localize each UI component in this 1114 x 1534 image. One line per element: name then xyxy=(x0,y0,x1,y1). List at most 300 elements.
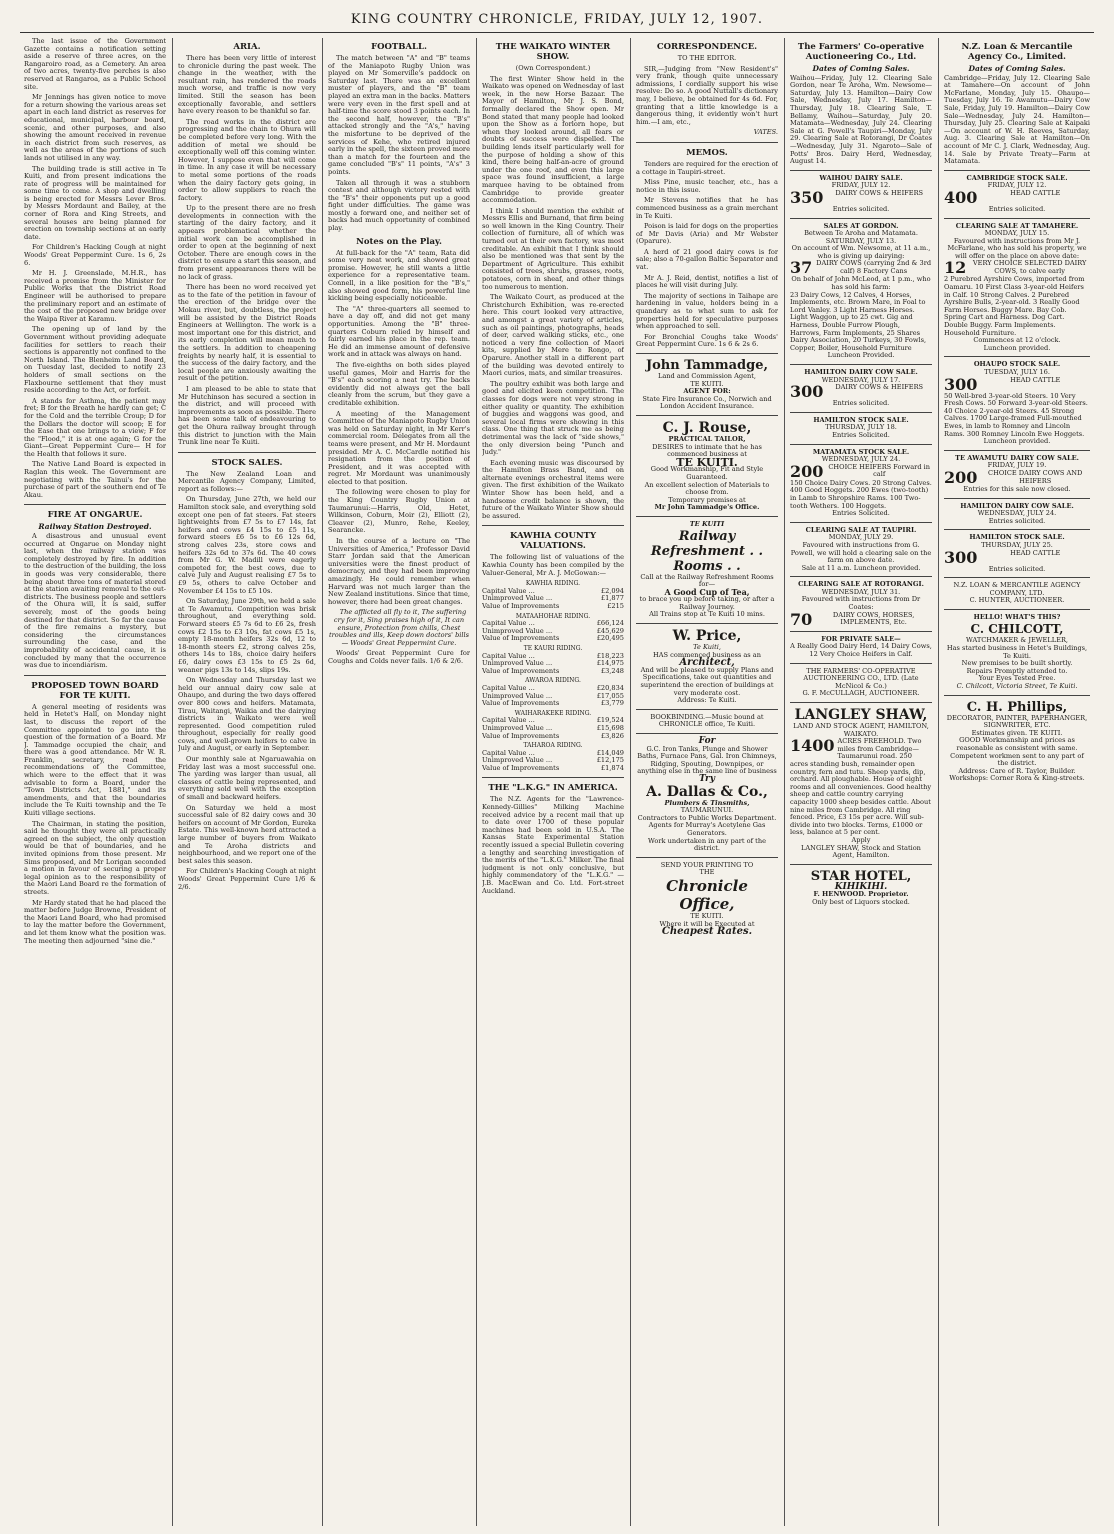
news-paragraph: A disastrous and unusual event occurred at Ongarue on Monday night last, when the railway station was completely destroyed by fire. In addition to the destruction of the building, the loss in goods was very considerable, there being about three tons of material stored at the station awaiting removal to the out-districts. The business people and settlers of the Ohura will, it is said, suffer severely, most of the goods being destined for that district. So far the cause of the fire remains a mystery, but considering the circumstances surrounding the case, and the improbability of accidental cause, it is concluded by many that the occurrence was due to incendiarism. xyxy=(24,532,166,670)
sale-text: Favoured with instructions from G. Powell, we will hold a clearing sale on the farm on above date. xyxy=(790,540,932,565)
news-paragraph: At full-back for the "A" team, Rata did some very neat work, and showed great promise. However, he still wants a little experience for a representative team. Connell, in a like position for the "B's," also showed good form, his powerful line kicking being especially noticeable. xyxy=(328,248,470,303)
valuation-label: Unimproved Value ... xyxy=(482,723,553,732)
ad-line: Workshops: Corner Rora & King-streets. xyxy=(949,774,1085,783)
sale-notice xyxy=(790,631,932,659)
ad-line: Repairs Promptly attended to. xyxy=(966,666,1068,675)
sale-date: WEDNESDAY, JULY 31. xyxy=(821,587,901,596)
sale-notice xyxy=(790,444,932,518)
ad-line: And will be pleased to supply Plans and Specifications, take out quantities and superintend the erection of buildings at very moderate cost. xyxy=(640,665,774,697)
column-divider xyxy=(172,38,173,1526)
ad-line: WATCHMAKER & JEWELLER, xyxy=(966,636,1068,645)
section-rule xyxy=(178,452,316,453)
sale-date: WEDNESDAY, JULY 17. xyxy=(821,375,901,384)
ad-headline: The Farmers' Co-operative Auctioneering Co., Ltd. xyxy=(797,42,925,62)
sale-list: 50 Well-bred 3-year-old Steers. 10 Very Fresh Cows. 50 Forward 3-year-old Steers. 40 Choice 2-year-old Steers. 45 Strong Calves. 1700 Large-framed Full-mouthed Ewes, in lamb to Romney and Lincoln Rams. 300 Romney Lincoln Ewe Hoggets. xyxy=(944,391,1088,438)
article-subheadline: Railway Station Destroyed. xyxy=(38,522,152,532)
ad-line: G.C. Iron Tanks, Plunge and Shower Baths, Furnace Pans, Gal. Iron Chimneys, Ridging, Spouting, Downpipes, or anything else in the same line of business xyxy=(637,744,777,776)
section-rule xyxy=(636,142,778,143)
sale-notice xyxy=(790,412,932,440)
sale-notice xyxy=(790,170,932,214)
column-divider xyxy=(938,38,939,1526)
sale-item: HEAD CATTLE xyxy=(1010,188,1061,197)
sale-title: TE AWAMUTU DAIRY COW SALE. xyxy=(955,453,1079,462)
sale-solicit: Entries for this sale now closed. xyxy=(963,484,1071,493)
valuation-amount: £14,975 xyxy=(596,659,624,668)
sale-time: Sale at 11 a.m. Luncheon provided. xyxy=(801,563,921,572)
section-rule xyxy=(24,504,166,505)
company-name: THE FARMERS' CO-OPERATIVE AUCTIONEERING CO., LTD. (Late McNicol & Co.) xyxy=(803,666,919,690)
ad-line: All Trains stop at Te Kuiti 10 mins. xyxy=(649,610,765,619)
valuation-label: Unimproved Value ... xyxy=(482,659,553,668)
news-paragraph: The Native Land Board is expected in Raglan this week. The Government are negotiating with the Tainui's for the purchase of part of the southern end of Te Akau. xyxy=(24,460,166,499)
sale-dates-list: Waihou—Friday, July 12. Clearing Sale Gordon, near Te Aroha, Wm. Newsome—Saturday, July 13. Hamilton—Dairy Cow Sale, Wednesday, July 17. Hamilton—Thursday, July 18. Clearing Sale, T. Bellamy, Waihou—Saturday, July 20. Matamata—Wednesday, July 24. Clearing Sale at G. Powell's Taupiri—Monday, July 29. Clearing Sale at Rotorangi, Dr Coates—Wednesday, July 31. Ngaroto—Sale of Potts' Bros. Dairy Herd, Wednesday, August 14. xyxy=(790,73,932,166)
ad-line: Contractors to Public Works Department. xyxy=(637,813,777,822)
sale-text: A Really Good Dairy Herd, 14 Dairy Cows, 12 Very Choice Heifers in Calf. xyxy=(790,642,932,659)
news-paragraph: The N.Z. Agents for the "Lawrence-Kennedy-Gillies" Milking Machine received advice by a recent mail that up to date over 1700 of these popular machines had been sold in U.S.A. The Kansas State Experimental Station recently issued a special Bulletin covering a lengthy and searching investigation of the merits of the "L.K.G." Milker. The final judgment is not only conclusive, but highly commendatory of the "L.K.G." — J.B. MacEwan and Co. Ltd. Fort-street Auckland. xyxy=(482,795,624,895)
sale-solicit: Entries Solicited. xyxy=(832,430,890,439)
sale-notice xyxy=(944,450,1090,494)
riding-block xyxy=(482,742,624,772)
sale-list: 2 Purebred Ayrshire Cows, imported from Oamaru. 10 First Class 3-year-old Heifers in Calf. 10 Strong Calves. 2 Purebred Ayrshire Bulls, 2-year-old. 3 Really Good Farm Horses. Buggy Mare. Bay Cob. Spring Cart and Harness. Dog Cart. Double Buggy. Farm Implements. Household Furniture. xyxy=(944,275,1085,337)
ad-name: STAR HOTEL, xyxy=(810,868,912,884)
sale-quantity: 400 xyxy=(944,187,978,207)
advertisement-langley-shaw xyxy=(790,702,932,860)
article-headline: THE "L.K.G." IN AMERICA. xyxy=(488,783,618,794)
ad-line: Work undertaken in any part of the district. xyxy=(648,836,766,853)
ad-line: State Fire Insurance Co., Norwich and London Accident Insurance. xyxy=(642,394,772,411)
article-headline: ARIA. xyxy=(233,42,261,52)
valuation-amount: £3,248 xyxy=(600,666,624,675)
advertisement-phillips xyxy=(944,695,1090,783)
ad-line: Your Eyes Tested Free. xyxy=(978,674,1056,683)
news-paragraph: Each evening music was discoursed by the Hamilton Brass Band, and on alternate evenings orchestral items were given. The first exhibition of the Waikato Winter Show has been held, and a handsome credit balance is shown, the future of the Waikato Winter Show should be assured. xyxy=(482,458,624,520)
sale-title: CLEARING SALE AT TAMAHERE. xyxy=(955,221,1079,230)
ad-town: TE KUITI. xyxy=(690,911,724,920)
ad-line: DECORATOR, PAINTER, PAPERHANGER, SIGNWRITER, ETC. xyxy=(946,713,1088,730)
news-paragraph: The opening up of land by the Government without providing adequate facilities for settlers to reach their sections is apparently not confined to the North Island. The Blenheim Land Board, on Tuesday last, decided to notify 23 holders of small sections on the Flaxbourne settlement that they must reside according to the Act, or forfeit. xyxy=(24,325,166,395)
sale-item: VERY CHOICE SELECTED DAIRY COWS, to calve early xyxy=(972,259,1087,276)
valuation-label: Capital Value ... xyxy=(482,683,535,692)
sale-quantity: 200 xyxy=(944,467,978,487)
valuation-row xyxy=(482,603,624,611)
sale-date: MONDAY, JULY 29. xyxy=(828,533,894,542)
valuation-label: Value of Improvements xyxy=(482,634,560,643)
riding-name: TAHAROA RIDING. xyxy=(523,742,583,750)
news-paragraph: The five-eighths on both sides played useful games, Moir and Harris for the "B's" each scoring a neat try. The backs evidently did not always get the ball cleanly from the scrum, but they gave a creditable exhibition. xyxy=(328,360,470,407)
ad-line: SEND YOUR PRINTING TO xyxy=(660,860,754,869)
riding-name: WAIHARAKEKE RIDING. xyxy=(514,709,592,717)
ad-line: Good Workmanship, Fit and Style Guaranteed. xyxy=(650,465,764,481)
sale-solicit: Entries solicited. xyxy=(988,564,1046,573)
column-3 xyxy=(328,38,470,1526)
valuation-amount: £15,698 xyxy=(596,723,624,732)
advertisement-dallas xyxy=(636,733,778,853)
ad-line: Address: Care of R. Taylor, Builder. xyxy=(958,766,1076,775)
poem: The afflicted all fly to it, The suffering cry for it, Sing praises high of it, It can ensure, Protection from chills, Chest troubles and ills, Keep down doctors' bills— Woods' Great Peppermint Cure. xyxy=(328,608,470,647)
sale-quantity: 300 xyxy=(790,382,824,402)
sale-title: WAIHOU DAIRY SALE. xyxy=(819,173,903,182)
advertisement-chilcott xyxy=(944,609,1090,691)
sale-quantity: 300 xyxy=(944,374,978,394)
sale-item: DAIRY COWS & HEIFERS xyxy=(835,188,924,197)
news-paragraph: The Waikato Court, as produced at the Christchurch Exhibition, was re-erected here. This court looked very attractive, and amongst a great variety of articles, such as oil paintings, photographs, heads of deer, carved walking sticks, etc., one noticed a very fine collection of Maori kits, supplied by Mere te Rongo, of Oparure. Another stall in a different part of the building was devoted entirely to Maori curios, mats, and similar treasures. xyxy=(482,293,624,378)
column-7 xyxy=(944,38,1090,1526)
riding-block xyxy=(482,613,624,643)
sale-solicit: Entries solicited. xyxy=(832,204,890,213)
sale-date: MONDAY, JULY 15. xyxy=(984,229,1050,238)
news-paragraph: A meeting of the Management Committee of the Maniapoto Rugby Union was held on Saturday night, in Mr Kerr's commercial room. Delegates from all the teams were present, and Mr H. Mordaunt presided. Mr A. C. McCardle notified his resignation from the position of President, and it was accepted with regret. Mr Mordaunt was unanimously elected to that position. xyxy=(328,409,470,486)
ad-line: THE xyxy=(699,868,715,877)
news-paragraph: Mr A. J. Reid, dentist, notifies a list of places he will visit during July. xyxy=(636,273,778,290)
riding-name: AWAROA RIDING. xyxy=(525,677,581,685)
valuation-label: Unimproved Value ... xyxy=(482,756,553,765)
valuation-row xyxy=(482,733,624,741)
valuation-table xyxy=(482,580,624,772)
article-subheadline: Notes on the Play. xyxy=(356,236,442,247)
valuation-label: Value of Improvements xyxy=(482,731,560,740)
ad-headline: N.Z. Loan & Mercantile Agency Co., Limited. xyxy=(961,42,1073,62)
advertisement-tammadge xyxy=(636,353,778,411)
valuation-label: Value of Improvements xyxy=(482,666,560,675)
news-paragraph: The following were chosen to play for the King Country Rugby Union at Taumarunui:—Harris, Old, Hetet, Wilkinson, Coburn, Moir (2), Elliott (2), Cleaver (2), Munro, Rehe, Keeley, Searancke. xyxy=(328,488,470,535)
sale-date: SATURDAY, JULY 13. xyxy=(825,236,897,245)
riding-block xyxy=(482,677,624,707)
riding-block xyxy=(482,580,624,610)
riding-name: TE KAURI RIDING. xyxy=(523,644,583,652)
section-rule xyxy=(24,675,166,676)
sale-quantity: 350 xyxy=(790,187,824,207)
column-6 xyxy=(790,38,932,1526)
ad-line: Architect, xyxy=(679,657,735,669)
advertisement-chronicle-office xyxy=(636,857,778,936)
sale-text: Favoured with instructions from Mr J. McFarlane, who has sold his property, we will offer on the place on above date: xyxy=(947,236,1087,260)
company-footer xyxy=(944,577,1090,605)
valuation-row xyxy=(482,700,624,708)
ad-line: BOOKBINDING.—Music bound at CHRONICLE office, Te Kuiti. xyxy=(650,712,764,729)
sale-item: DAIRY COWS (carrying 2nd & 3rd calf) 8 Factory Cans xyxy=(816,259,932,276)
news-paragraph: There has been very little of interest to chronicle during the past week. The change in the weather, with the resultant rain, has rendered the roads much worse, and traffic is now very limited. Still the season has been exceptionally favorable, and settlers have every reason to be thankful so far. xyxy=(178,54,316,116)
sale-text: On account of Wm. Newsome, at 11 a.m., who is giving up dairying: xyxy=(791,244,931,260)
advertisement-price xyxy=(636,623,778,705)
valuation-amount: £215 xyxy=(607,602,624,610)
sale-title: HAMILTON STOCK SALE. xyxy=(969,533,1065,542)
sale-quantity: 70 xyxy=(790,609,813,629)
valuation-amount: £12,175 xyxy=(596,756,624,765)
ad-text: ACRES FREEHOLD. Two miles from Cambridge—Taumarunui road. 250 acres standing bush, remainder open country, fern and tutu. Sheep yards, dip, orchard. All ploughable. House of eight rooms and all conveniences. Good healthy sheep and cattle country carrying capacity 1000 sheep besides cattle. About nine miles from Cambridge. All ring fenced. Price, £3 15s per acre. Will sub-divide into two blocks. Terms, £1000 or less, balance at 5 per cent. xyxy=(790,737,932,837)
valuation-label: Capital Value ... xyxy=(482,748,535,757)
column-2 xyxy=(178,38,316,1526)
news-paragraph: Miss Pine, music teacher, etc., has a notice in this issue. xyxy=(636,178,778,194)
article-subheadline: TO THE EDITOR. xyxy=(677,54,737,62)
ad-name: Chronicle Office, xyxy=(666,876,748,913)
ad-line: Call at the Railway Refreshment Rooms for— xyxy=(640,572,774,589)
news-paragraph: Woods' Great Peppermint Cure for Coughs and Colds never fails. 1/6 & 2/6. xyxy=(328,649,470,665)
ad-line: Estimates given. TE KUITI. xyxy=(971,728,1063,737)
sale-date: FRIDAY, JULY 12. xyxy=(987,181,1047,190)
news-paragraph: The "A" three-quarters all seemed to have a day off, and did not get many opportunities. Among the "B" three-quarters Coburn relied by himself and fairly earned his place in the rep. team. He did an immense amount of defensive work and in attack was always on hand. xyxy=(328,304,470,359)
article-headline: STOCK SALES. xyxy=(211,457,283,468)
ad-town: TAUMARUNUI. xyxy=(680,806,734,815)
ad-name: W. Price, xyxy=(672,628,742,645)
news-paragraph: For Children's Hacking Cough at night Woods' Great Peppermint Cure 1/6 & 2/6. xyxy=(178,867,316,891)
ad-name: C. J. Rouse, xyxy=(662,419,752,436)
riding-block xyxy=(482,710,624,740)
sale-text: Favoured with instructions from Dr Coates: xyxy=(801,595,921,612)
news-paragraph: A stands for Asthma, the patient may fret; B for the Breath he hardly can get; C for the Cold and the terrible Croup; D for the Dollars the doctor will scoop; E for the Ease that one brings to a view; F for the "Flood," it is at one again; G for the Giant—Great Peppermint Cure— H for the Health that follows it sure. xyxy=(24,396,166,458)
sale-list: 150 Choice Dairy Cows. 20 Strong Calves. 400 Good Hoggets. 200 Ewes (two-tooth) in Lamb to Shropshire Rams. 100 Two-tooth Wethers. 100 Hoggets. xyxy=(790,478,932,510)
valuation-row xyxy=(482,765,624,773)
ad-town: TE KUITI. xyxy=(690,379,724,388)
news-paragraph: Mr H. J. Greenslade, M.H.R., has received a promise from the Minister for Public Works that the District Road Engineer will be authorised to prepare the preliminary report and an estimate of the cost of the proposed new bridge over the Waipa River at Karamu. xyxy=(24,269,166,323)
ad-line: A Good Cup of Tea, xyxy=(664,586,750,597)
sale-lunch: Luncheon provided. xyxy=(983,343,1051,352)
ad-name: LANGLEY SHAW, xyxy=(794,707,928,723)
ad-name: A. Dallas & Co., xyxy=(646,783,768,800)
valuation-label: Capital Value ... xyxy=(482,586,535,595)
ad-line: Has started business in Hetet's Buildings, Te Kuiti. xyxy=(946,644,1088,660)
advertisement-refreshment-rooms xyxy=(636,516,778,619)
ad-line: PRACTICAL TAILOR, xyxy=(668,434,746,443)
sale-title: MATAMATA STOCK SALE. xyxy=(812,447,910,456)
column-1 xyxy=(24,38,166,1526)
sale-notice xyxy=(790,218,932,361)
auctioneer-name: G. F. McCULLAGH, AUCTIONEER. xyxy=(802,689,920,698)
news-paragraph: The majority of sections in Taihape are hardening in value, holders being in a quandary as to what sum to ask for properties held for speculative purposes when approached to sell. xyxy=(636,291,778,331)
sale-quantity: 37 xyxy=(790,258,813,278)
ad-line: LAND AND STOCK AGENT, HAMILTON, WAIKATO. xyxy=(793,722,929,738)
masthead-rule xyxy=(20,32,1094,33)
article-headline: KAWHIA COUNTY VALUATIONS. xyxy=(509,531,597,552)
ad-town: TE KUITI xyxy=(689,519,725,528)
column-divider xyxy=(322,38,323,1526)
sale-date: FRIDAY, JULY 19. xyxy=(987,461,1047,470)
news-paragraph: Mr Hardy stated that he had placed the matter before Judge Browne, President of the Maori Land Board, who had promised to lay the matter before the Government, and let them know what the position was. The meeting then adjourned "sine die." xyxy=(24,898,166,945)
sale-quantity: 300 xyxy=(944,547,978,567)
column-5 xyxy=(636,38,778,1526)
ad-line: Plumbers & Tinsmiths, xyxy=(664,798,750,807)
sale-subtitle: Between Te Aroha and Matamata. xyxy=(804,229,918,238)
riding-name: MATAAHOHAE RIDING. xyxy=(515,612,591,620)
ad-line: F. HENWOOD. Proprietor. xyxy=(813,890,909,899)
article-headline: PROPOSED TOWN BOARD FOR TE KUITI. xyxy=(31,680,159,701)
news-paragraph: On Saturday we held a most successful sale of 82 dairy cows and 30 heifers on account of Mr Gordon, Eureka Estate. This well-known herd attracted a large number of buyers from Waikato and Te Aroha districts and neighbourhood, and we report one of the best sales this season. xyxy=(178,803,316,865)
sale-dates-list: Cambridge—Friday, July 12. Clearing Sale at Tamahere—On account of John McFarlane, Monday, July 15. Ohaupo—Tuesday, July 16. Te Awamutu—Dairy Cow Sale, Friday, July 19. Hamilton—Dairy Cow Sale—Wednesday, July 24. Hamilton—Thursday, July 25. Clearing Sale at Kaipaki—On account of W. H. Reeves, Saturday, Aug. 3. Clearing Sale at Hamilton—On account of Mr C. J. Clark, Wednesday, Aug. 14. Sale by Private Treaty—Farm at Matamata. xyxy=(944,73,1090,166)
sale-title: CLEARING SALE AT ROTORANGI. xyxy=(798,580,924,589)
section-rule xyxy=(482,777,624,778)
news-paragraph: Our monthly sale at Ngaruawahia on Friday last was a most successful one. The yarding was larger than usual, all classes of cattle being represented, and everything sold well with the exception of small and backward heifers. xyxy=(178,755,316,802)
advertisement-star-hotel xyxy=(790,864,932,907)
company-name: N.Z. LOAN & MERCANTILE AGENCY COMPANY, LTD. xyxy=(953,581,1081,597)
valuation-amount: £1,877 xyxy=(600,594,624,603)
valuation-label: Capital Value ... xyxy=(482,619,535,628)
news-paragraph: The Chairman, in stating the position, said he thought they were all practically agreed on the subject, the only question would be that of boundaries, and he invited opinions from those present. Mr Sims proposed, and Mr Lorigan seconded a motion in favour of securing a proper legal opinion as to the responsibility of the Maori Land Board re the formation of streets. xyxy=(24,819,166,896)
column-divider xyxy=(784,38,785,1526)
column-4 xyxy=(482,38,624,1526)
article-headline: THE WAIKATO WINTER SHOW. xyxy=(495,42,611,62)
ad-line: HAS commenced business as an xyxy=(653,650,761,659)
valuation-amount: £45,629 xyxy=(596,626,624,635)
valuation-amount: £17,055 xyxy=(596,691,624,700)
sale-item: HEAD CATTLE xyxy=(1010,548,1061,557)
ad-line: Land and Commission Agent, xyxy=(657,372,757,380)
news-paragraph: In the course of a lecture on "The Universities of America," Professor David Starr Jordan said that the American universities were the finest product of democracy, and they had been improving amazingly. He could remember when Harvard was not much larger than the New Zealand institutions. Since that time, however, there had been great changes. xyxy=(328,537,470,606)
valuation-amount: £19,524 xyxy=(596,716,624,725)
ad-headline: HELLO! WHAT'S THIS? xyxy=(973,612,1061,621)
valuation-label: Unimproved Value ... xyxy=(482,626,553,635)
valuation-label: Unimproved Value ... xyxy=(482,594,553,603)
news-paragraph: For Bronchial Coughs take Woods' Great Peppermint Cure. 1s 6 & 2s 6. xyxy=(636,332,778,349)
news-paragraph: I think I should mention the exhibit of Messrs Ellis and Burnand, that firm being so well known in the King Country. Their collection of furniture, all of which was turned out at their own factory, was most creditable. An exhibit that I think should also be mentioned was that sent by the Department of Agriculture. This exhibit consisted of trees, shrubs, grasses, roots, potatoes, corn in sheaf, and other things too numerous to mention. xyxy=(482,206,624,291)
sale-solicit: Entries solicited. xyxy=(988,204,1046,213)
sale-title: HAMILTON STOCK SALE. xyxy=(813,415,909,424)
sale-text: On behalf of John McLeod, at 1 p.m., who has sold his farm: xyxy=(791,275,931,292)
ad-line: C. Chilcott, Victoria Street, Te Kuiti. xyxy=(956,682,1078,691)
valuation-amount: £3,779 xyxy=(600,699,624,708)
news-paragraph: A herd of 21 good dairy cows is for sale; also a 70-gallon Baltic Separator and vat. xyxy=(636,247,778,272)
valuation-row xyxy=(482,668,624,676)
sale-quantity: 200 xyxy=(790,461,824,481)
sale-solicit: Entries solicited. xyxy=(832,399,890,408)
valuation-row xyxy=(482,635,624,643)
ad-line: GOOD Workmanship and prices as reasonable as consistent with same. xyxy=(956,736,1078,752)
valuation-amount: £2,094 xyxy=(600,586,624,595)
sale-item: CHOICE HEIFERS Forward in calf xyxy=(828,462,931,479)
news-paragraph: On Wednesday and Thursday last we held our annual dairy cow sale at Ohaupo, and during the two days offered over 800 cows and heifers. Matamata, Tirau, Waitangi, Waikia and the dairying districts in Waikato were well represented. Good competition ruled throughout, especially for really good cows, and well-grown heifers to calve in July and August, or early in September. xyxy=(178,676,316,753)
sale-time: Commences at 12 o'clock. xyxy=(973,336,1061,345)
ad-line: Temporary premises at xyxy=(668,495,746,504)
ad-name: C. CHILCOTT, xyxy=(970,622,1064,637)
news-paragraph: On Thursday, June 27th, we held our Hamilton stock sale, and everything sold except one pen of fat steers. Fat steers lightweights from £7 5s to £7 14s, fat heifers and cows £4 15s to £5 11s, forward steers £6 5s to £6 12s 6d, strong calves 23s, store cows and heifers 32s 6d to 37s 6d. The 40 cows from Mr G. W. Madill were eagerly competed for, the best cows, due to calve July and August realising £7 5s to £9 5s, others to calve October and November £4 15s to £5 10s. xyxy=(178,495,316,595)
valuation-amount: £18,223 xyxy=(596,651,624,660)
news-paragraph: The match between "A" and "B" teams of the Maniapoto Rugby Union was played on Mr Somerville's paddock on Saturday last. There was an excellent muster of players, and the "B" team played an extra man in the backs. Matters were very even in the first spell and at half-time the score stood 3 points each. In the second half, however, the "B's" attacked strongly and the "A's," having the misfortune to be deprived of the services of Kehe, who retired injured early in the spell, the sixteen proved more than a match for the fourteen and the game concluded "B's" 11 points, "A's" 3 points. xyxy=(328,54,470,176)
sale-date: THURSDAY, JULY 25. xyxy=(981,540,1053,549)
ad-subheadline: Dates of Coming Sales. xyxy=(968,64,1066,73)
sale-notice xyxy=(944,529,1090,573)
sale-item: DAIRY COWS & HEIFERS xyxy=(835,383,924,392)
sale-notice xyxy=(944,170,1090,214)
ad-town: KIHIKIHI. xyxy=(834,881,888,892)
ad-subheadline: Dates of Coming Sales. xyxy=(812,64,910,73)
news-paragraph: The poultry exhibit was both large and good and elicited keen competition. The classes for dogs were not very strong in either quality or quantity. The exhibition of buggies and waggons was good, and several local firms were showing in this class. One thing that struck me as being detrimental was the lack of "side shows," the only diversion being "Punch and Judy." xyxy=(482,379,624,457)
valuation-amount: £1,874 xyxy=(600,763,624,772)
news-paragraph: Tenders are required for the erection of a cottage in Taupiri-street. xyxy=(636,159,778,176)
masthead: KING COUNTRY CHRONICLE, FRIDAY, JULY 12, 1907. xyxy=(350,12,764,27)
sale-item: HEAD CATTLE xyxy=(1010,375,1061,384)
news-paragraph: Poison is laid for dogs on the properties of Mr Davis (Aria) and Mr Webster (Oparure). xyxy=(636,222,778,246)
news-paragraph: There has been no word received yet as to the fate of the petition in favour of the erection of the bridge over the Mokau river, but, doubtless, the project will be assisted by the District Roads Engineers at Wellington. The work is a most important one for this district, and its early completion will mean much to the settlers. In addition to cheapening freights by nearly half, it is essential to the success of the dairy factory, and the local people are anxiously awaiting the result of the petition. xyxy=(178,283,316,383)
valuation-label: Value of Improvements xyxy=(482,602,560,610)
valuation-amount: £66,124 xyxy=(596,619,624,628)
sale-title: OHAUPO STOCK SALE. xyxy=(973,360,1061,369)
valuation-label: Unimproved Value ... xyxy=(482,691,553,700)
news-paragraph: For Children's Hacking Cough at night Woods' Great Peppermint Cure. 1s 6, 2s 6. xyxy=(24,243,166,267)
sale-date: WEDNESDAY, JULY 24. xyxy=(821,455,901,464)
news-paragraph: The following list of valuations of the Kawhia County has been compiled by the Valuer-General, Mr A. J. McGowan:— xyxy=(482,553,624,577)
ad-line: For xyxy=(698,736,716,746)
news-paragraph: A general meeting of residents was held in Hetet's Hall, on Monday night last, to discuss the report of the Committee appointed to go into the question of the formation of a Board. Mr J. Tammadge occupied the chair, and there was a good attendance. Mr W. R. Franklin, secretary, read the recommendations of the Committee, which were to the effect that it was advisable to form a Board, under the "Town Districts Act, 1881," and its amendments, and that the boundaries include the Te Kuiti township and the Te Kuiti village sections. xyxy=(24,702,166,818)
ad-line: Apply xyxy=(851,835,871,844)
news-paragraph: I am pleased to be able to state that Mr Hutchinson has secured a section in the district, and will proceed with improvements as soon as possible. There has been some talk of endeavouring to get the Ohura railway brought through this district to junction with the Main Trunk line near Te Kuiti. xyxy=(178,384,316,447)
sale-title: CLEARING SALE AT TAUPIRI. xyxy=(805,525,917,534)
valuation-label: Value of Improvements xyxy=(482,699,560,708)
sale-date: THURSDAY, JULY 18. xyxy=(825,423,897,432)
article-headline: CORRESPONDENCE. xyxy=(656,42,758,52)
sale-notice xyxy=(944,356,1090,445)
advertisement-rouse xyxy=(636,415,778,512)
valuation-amount: £20,834 xyxy=(596,683,624,692)
sale-notice xyxy=(790,576,932,627)
sale-solicit: Entries solicited. xyxy=(988,516,1046,525)
sale-lunch: Luncheon Provided. xyxy=(827,351,895,360)
column-divider xyxy=(476,38,477,1526)
article-headline: FIRE AT ONGARUE. xyxy=(47,510,143,521)
article-byline: (Own Correspondent.) xyxy=(515,64,591,72)
sale-title: CAMBRIDGE STOCK SALE. xyxy=(966,173,1068,182)
auctioneer-name: C. HUNTER, AUCTIONEER. xyxy=(969,596,1065,605)
ad-line: Where it will be Executed at xyxy=(659,919,755,928)
ad-line: to brace you up before taking, or after a Railway Journey. xyxy=(639,595,775,611)
sale-item: DAIRY COWS, HORSES, IMPLEMENTS, Etc. xyxy=(832,610,915,627)
advertisement-bookbinding xyxy=(636,709,778,729)
ad-line: AGENT FOR: xyxy=(683,387,731,396)
news-paragraph: On Saturday, June 29th, we held a sale at Te Awamutu. Competition was brisk throughout, and everything sold. Forward steers £5 7s 6d to £6 2s, fresh cows £2 15s to £3 10s, fat cows £5 1s, empty 18-month heifers 32s 6d, 12 to 18-month steers £2, strong calves 25s, others 14s to 18s, choice dairy heifers £6, dairy cows £3 15s to £5 2s 6d, weaner pigs 13s to 14s, slips 19s. xyxy=(178,597,316,674)
sale-quantity: 12 xyxy=(944,258,967,278)
ad-line: New premises to be built shortly. xyxy=(961,659,1073,668)
column-divider xyxy=(630,38,631,1526)
sale-title: HAMILTON DAIRY COW SALE. xyxy=(804,368,918,376)
section-rule xyxy=(482,525,624,526)
valuation-amount: £14,049 xyxy=(596,748,624,757)
sale-notice xyxy=(944,498,1090,526)
news-paragraph: Taken all through it was a stubborn contest and although victory rested with the "B's" their opponents put up a good fight under difficulties. The game was mostly a forward one, and neither set of backs had much opportunity of combined play. xyxy=(328,178,470,233)
sale-list: 23 Dairy Cows, 12 Calves, 4 Horses, Implements, etc. Brown Mare, in Foal to Lord Vanley. 3 Light Harness Horses. Light Waggon, up to 25 cwt. Gig and Harness, Double Furrow Plough, Harrows, Farm Implements, 25 Shares Dairy Association, 20 Turkeys, 30 Fowls, Copper, Boiler, Household Furniture xyxy=(790,290,927,352)
valuation-amount: £3,826 xyxy=(600,731,624,740)
sale-solicit: Entries Solicited. xyxy=(832,509,890,518)
news-paragraph: The road works in the district are progressing and the chain to Ohura will be completed before very long. With the addition of metal we should be exceptionally well off this coming winter. However, I suppose even that will come in time. In any case it will be necessary to metal some portions of the roads when the dairy factory gets going, in order to allow suppliers to reach the factory. xyxy=(178,117,316,202)
sale-date: WEDNESDAY, JULY 24. xyxy=(977,509,1057,518)
valuation-label: Capital Value ... xyxy=(482,716,535,725)
company-footer xyxy=(790,663,932,698)
ad-line: Agents for Murray's Acetylene Gas Generators. xyxy=(648,821,766,837)
ad-line: Cheapest Rates. xyxy=(661,926,753,938)
riding-block xyxy=(482,645,624,675)
ad-line: DESIRES to intimate that he has commenced business at xyxy=(652,442,762,459)
ad-town: Te Kuiti, xyxy=(693,643,721,652)
sale-item: CHOICE DAIRY COWS AND HEIFERS xyxy=(988,468,1083,485)
sale-title: FOR PRIVATE SALE— xyxy=(821,634,901,643)
article-headline: MEMOS. xyxy=(686,147,728,158)
ad-line: Competent workmen sent to any part of the district. xyxy=(950,751,1084,768)
ad-name: Railway Refreshment . . Rooms . . xyxy=(650,528,764,574)
sale-date: TUESDAY, JULY 16. xyxy=(984,368,1050,376)
sale-quantity: 1400 xyxy=(790,736,835,756)
news-paragraph: The building trade is still active in Te Kuiti, and from present indications the rate of progress will be maintained for some time to come. A shop and dwelling is being erected for Messrs Lever Bros. by Messrs Mordaunt and Bailey, at the corner of Rora and King Streets, and several houses are being planned for erection on township sections at an early date. xyxy=(24,164,166,241)
news-paragraph: SIR,—Judging from "New Resident's" very frank, though quite unnecessary admissions, I cordially support his wise resolve: Do so. A good Nuttall's dictionary may, I believe, be obtained for 4s 6d. For, granting that a little knowledge is a dangerous thing, it evidently won't hurt him.—I am, etc., xyxy=(636,64,778,126)
sale-notice xyxy=(790,364,932,408)
ad-line: LANGLEY SHAW, Stock and Station Agent, Hamilton. xyxy=(801,843,921,860)
letter-signature: VATES. xyxy=(753,128,778,137)
sale-notice xyxy=(790,522,932,573)
sale-date: FRIDAY, JULY 12. xyxy=(831,181,891,190)
riding-name: KAWHIA RIDING. xyxy=(525,580,581,588)
ad-line: Address: Te Kuiti. xyxy=(677,696,737,705)
news-paragraph: The first Winter Show held in the Waikato was opened on Wednesday of last week, in the new Horse Bazaar. The Mayor of Hamilton, Mr J. S. Bond, formally declared the Show open. Mr Bond stated that many people had looked upon the Show as a forlorn hope, but when they looked around, all fears or doubts of success were dispelled. The building lends itself particularly well for the purpose of holding a show of this kind, there being half-an-acre of ground under the one roof, and even this large space was found insufficient, a large marquee having to be obtained from Cambridge to provide greater accommodation. xyxy=(482,74,624,205)
valuation-label: Value of Improvements xyxy=(482,763,560,772)
news-paragraph: The last issue of the Government Gazette contains a notification setting aside a reserve of three acres, on the Rangaroiro road, as a Cemetery. An area of two acres, twenty-five perches is also reserved at Rangaroa, as a Public School site. xyxy=(24,38,166,91)
valuation-amount: £20,495 xyxy=(596,634,624,643)
ad-line: Try xyxy=(698,773,715,784)
ad-line: Mr John Tammadge's Office. xyxy=(654,503,760,512)
